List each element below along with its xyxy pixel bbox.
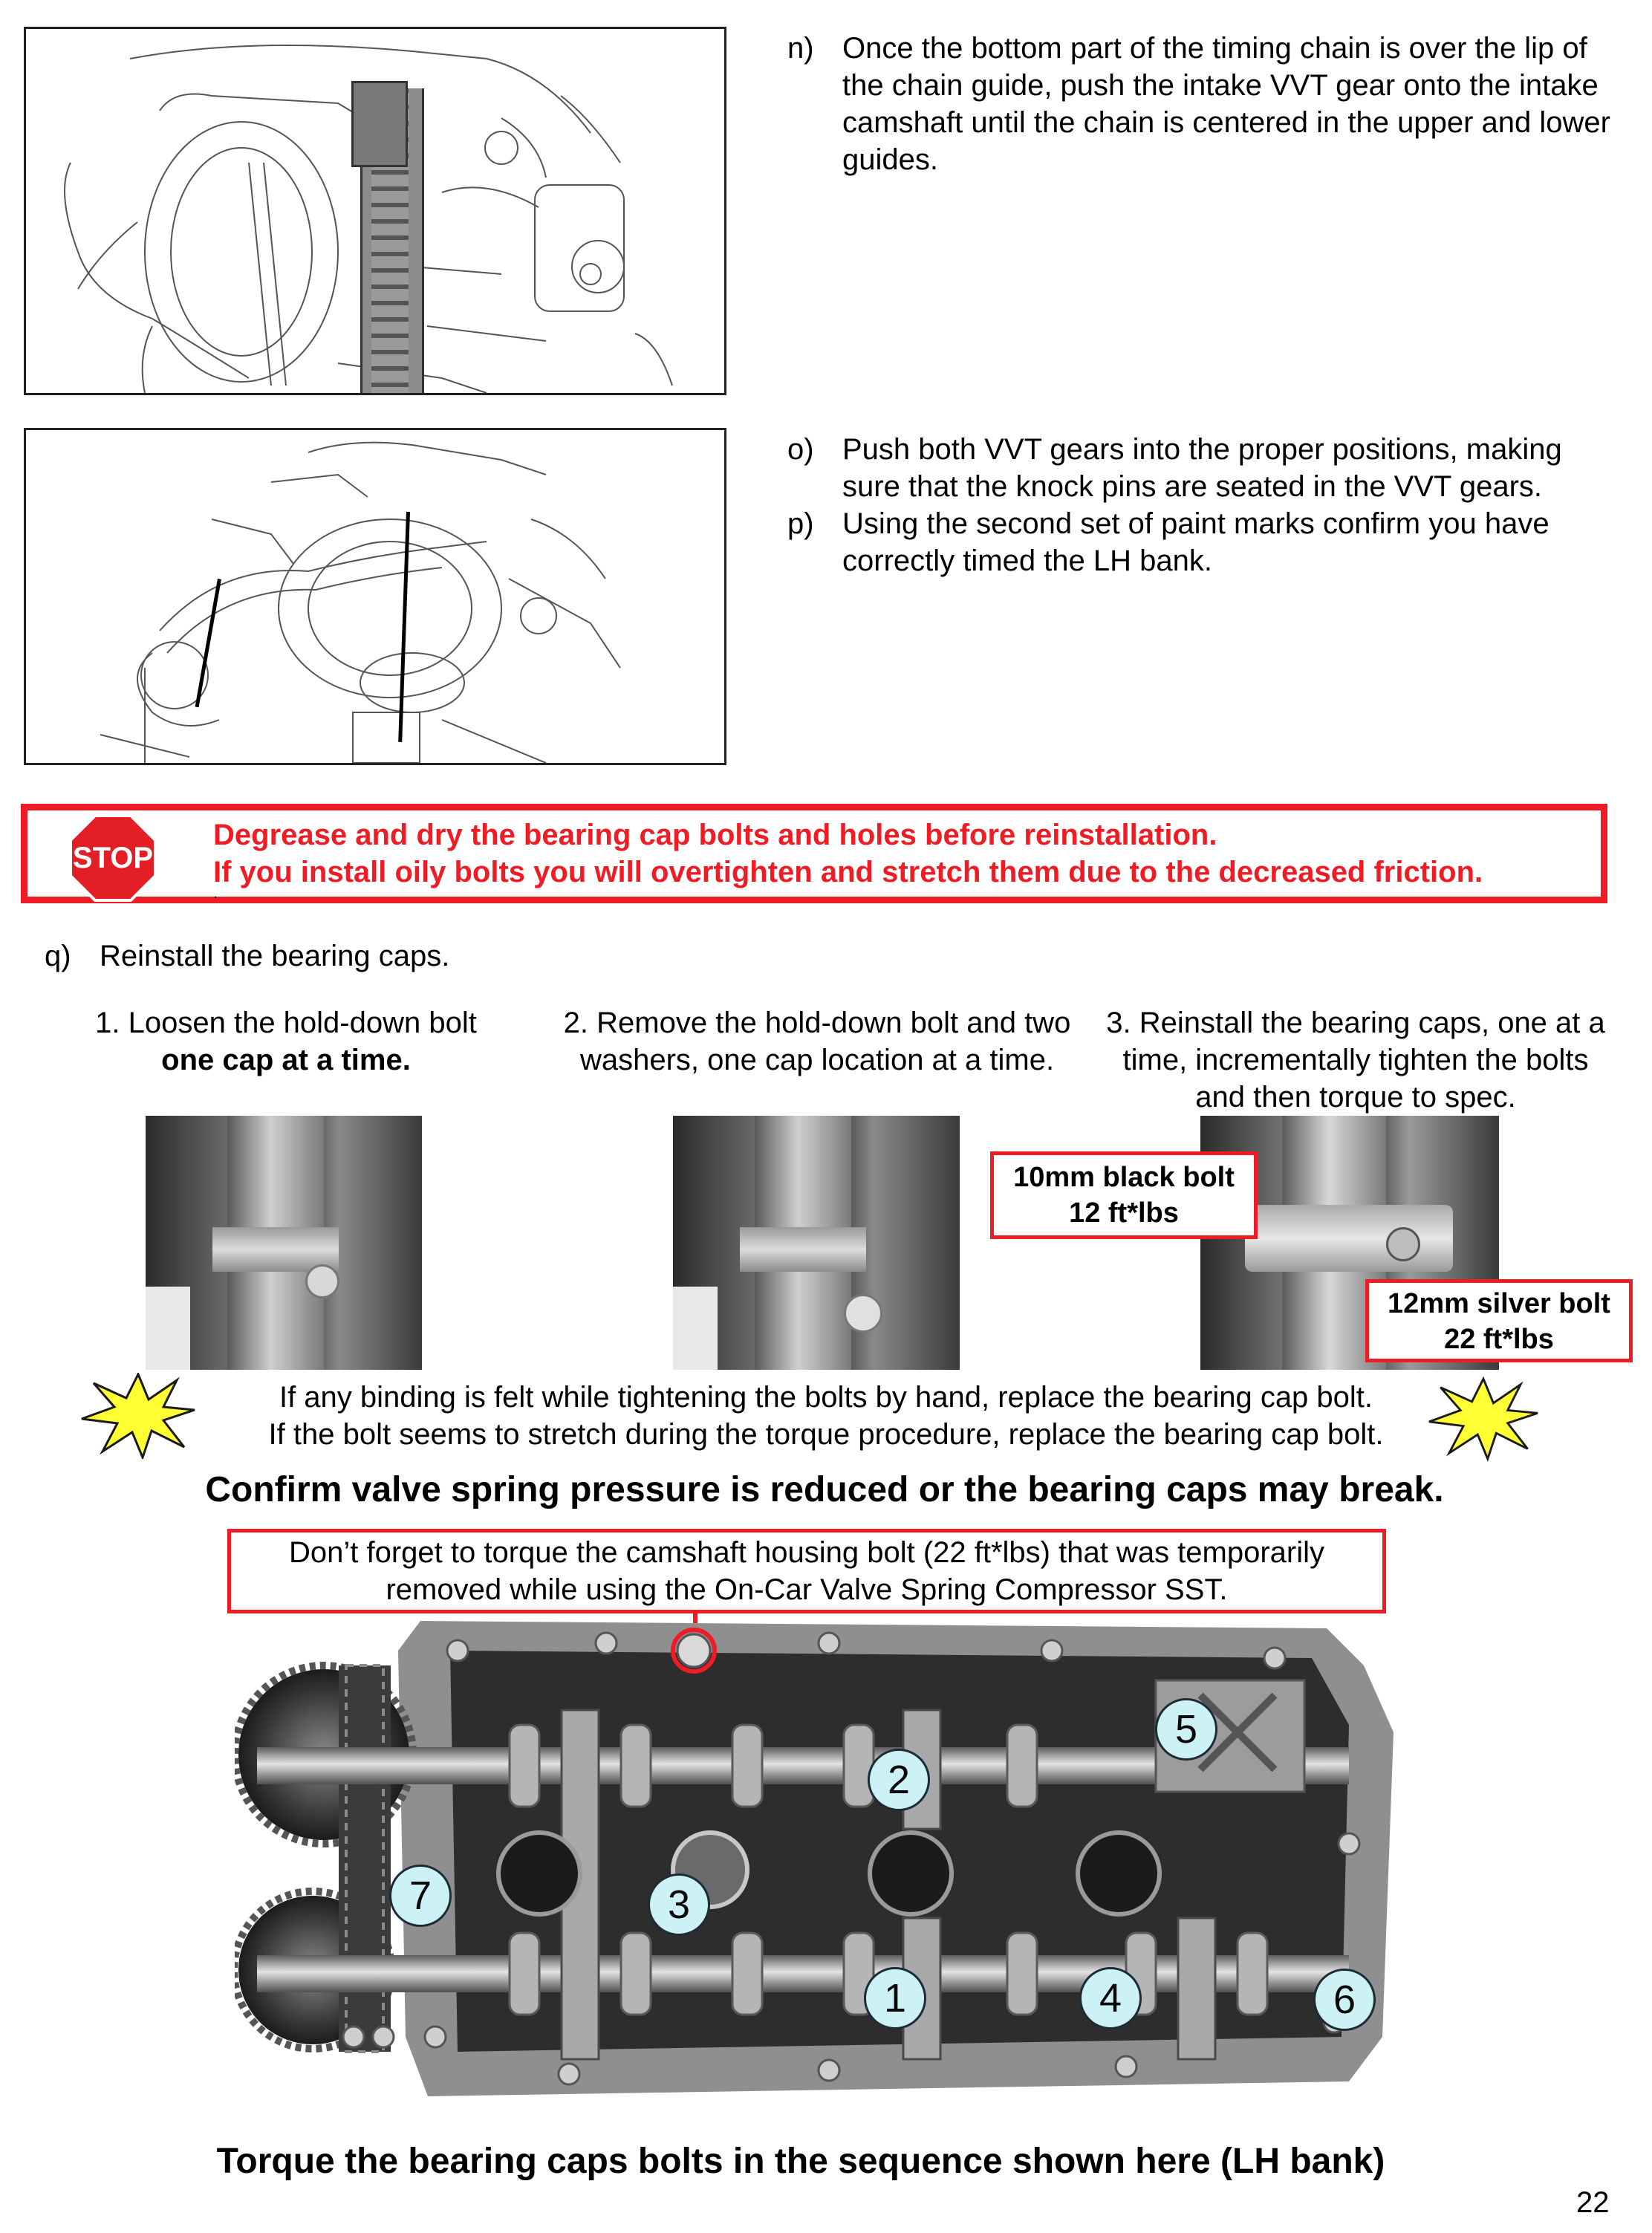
step-o-text: Push both VVT gears into the proper positions, making sure that the knock pins are seated in the VVT gears. bbox=[842, 433, 1562, 503]
sequence-marker-1: 1 bbox=[864, 1967, 926, 2029]
step-n-label: n) bbox=[787, 32, 814, 65]
reminder-box bbox=[227, 1529, 1386, 1613]
cylinder-head-photo bbox=[235, 1621, 1394, 2096]
step-n-text: Once the bottom part of the timing chain is over the lip of the chain guide, push the intake VVT gear onto the intake camshaft until the chain is centered in the upper and lower guides. bbox=[842, 32, 1610, 176]
reminder-line-1: Don’t forget to torque the camshaft housing bolt (22 ft*lbs) that was temporarily bbox=[288, 1536, 1325, 1569]
step-q bbox=[45, 937, 936, 975]
step-q-text: Reinstall the bearing caps. bbox=[100, 940, 450, 972]
silver-bolt-torque: 22 ft*lbs bbox=[1444, 1324, 1554, 1355]
timing-chain-diagram bbox=[24, 27, 726, 395]
substep-1-bold: one cap at a time. bbox=[161, 1044, 411, 1076]
black-bolt-size: 10mm black bolt bbox=[1013, 1162, 1235, 1193]
step-p-text: Using the second set of paint marks confirm you have correctly timed the LH bank. bbox=[842, 507, 1549, 577]
step-o-label: o) bbox=[787, 433, 814, 466]
caution-line-2: If the bolt seems to stretch during the torque procedure, replace the bearing cap bolt. bbox=[268, 1418, 1384, 1451]
stop-sign-text: STOP bbox=[72, 842, 154, 874]
stop-warning-box bbox=[21, 804, 1607, 903]
chain-guide-top bbox=[351, 81, 408, 167]
sequence-marker-6: 6 bbox=[1313, 1969, 1376, 2031]
caution-burst-icon-right bbox=[1428, 1376, 1539, 1462]
step-q-label: q) bbox=[45, 940, 71, 972]
substep-3 bbox=[1096, 1004, 1616, 1116]
steps-o-p bbox=[787, 431, 1612, 579]
photo-remove-bolt bbox=[673, 1116, 960, 1370]
vvt-gears-diagram bbox=[24, 428, 726, 765]
caution-line-1: If any binding is felt while tightening the bolts by hand, replace the bearing cap bolt. bbox=[279, 1381, 1373, 1414]
photo-loosen-bolt bbox=[146, 1116, 422, 1370]
step-n bbox=[787, 30, 1612, 178]
sequence-marker-4: 4 bbox=[1079, 1967, 1142, 2029]
warning-line-1: Degrease and dry the bearing cap bolts and holes before reinstallation. bbox=[213, 819, 1217, 851]
silver-bolt-size: 12mm silver bolt bbox=[1388, 1288, 1610, 1319]
callout-silver-bolt bbox=[1365, 1279, 1633, 1362]
figure-caption: Torque the bearing caps bolts in the sequence shown here (LH bank) bbox=[216, 2142, 1385, 2181]
sequence-marker-5: 5 bbox=[1155, 1698, 1217, 1761]
sequence-marker-3: 3 bbox=[648, 1873, 710, 1936]
black-bolt-torque: 12 ft*lbs bbox=[1069, 1197, 1179, 1229]
substep-1 bbox=[59, 1004, 513, 1079]
callout-black-bolt bbox=[990, 1151, 1258, 1239]
sequence-marker-2: 2 bbox=[868, 1749, 930, 1811]
substep-2-text: 2. Remove the hold-down bolt and two washers, one cap location at a time. bbox=[563, 1007, 1071, 1076]
substep-2 bbox=[561, 1004, 1073, 1079]
sequence-marker-7: 7 bbox=[389, 1865, 452, 1927]
page-number: 22 bbox=[1576, 2186, 1610, 2219]
substep-3-text: 3. Reinstall the bearing caps, one at a time, incrementally tighten the bolts and then torque to spec. bbox=[1106, 1007, 1605, 1114]
confirm-heading: Confirm valve spring pressure is reduced or the bearing caps may break. bbox=[205, 1470, 1444, 1509]
substep-1-text: 1. Loosen the hold-down bolt bbox=[95, 1007, 477, 1039]
step-p-label: p) bbox=[787, 507, 814, 540]
warning-dot: . bbox=[213, 883, 218, 902]
warning-line-2: If you install oily bolts you will overtighten and stretch them due to the decreased friction. bbox=[213, 856, 1483, 888]
reminder-line-2: removed while using the On-Car Valve Spring Compressor SST. bbox=[386, 1573, 1228, 1606]
